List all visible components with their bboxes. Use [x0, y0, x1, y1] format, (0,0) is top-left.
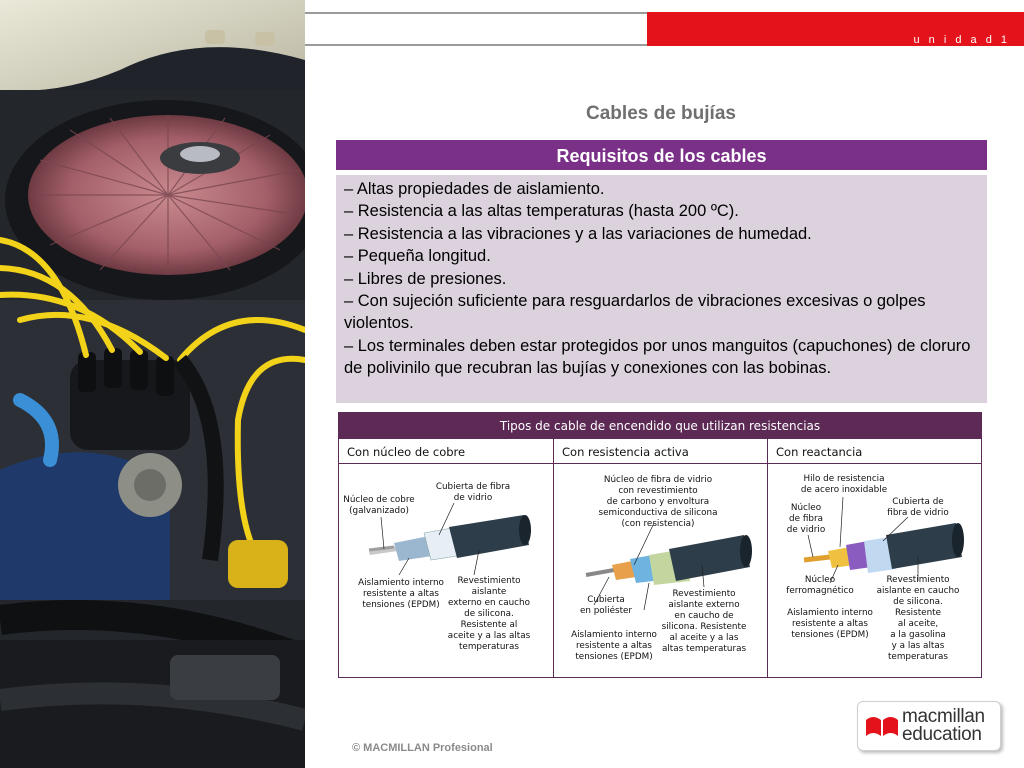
label-ferromagnetic-core: Núcleo ferromagnético: [786, 575, 854, 596]
copyright-notice: © MACMILLAN Profesional: [352, 742, 493, 754]
label-outer-sheath: Revestimiento aislante externo en caucho de silicona. Resistente al aceite y a las altas temperaturas: [447, 576, 531, 652]
header-rule-top: [305, 12, 647, 14]
label-inner-insulation: Aislamiento interno resistente a altas tensiones (EPDM): [358, 578, 444, 610]
label-glass-fiber-core: Núcleo de fibra de vidrio: [786, 503, 826, 535]
label-inner-insulation: Aislamiento interno resistente a altas tensiones (EPDM): [571, 630, 657, 662]
macmillan-logo-icon: [864, 710, 900, 742]
column-header-copper: Con núcleo de cobre: [339, 439, 553, 464]
slide-title: Cables de bujías: [586, 103, 736, 124]
requirement-item: – Altas propiedades de aislamiento.: [344, 180, 605, 198]
logo-text-macmillan: macmillan: [902, 706, 985, 727]
label-copper-core: Núcleo de cobre (galvanizado): [343, 495, 415, 516]
unit-banner: [647, 12, 1024, 46]
cable-diagram-reactance: [768, 465, 981, 677]
label-outer-sheath: Revestimiento aislante en caucho de silicona. Resistente al aceite, a la gasolina y a las altas temperaturas: [876, 575, 960, 662]
requirement-item: – Los terminales deben estar protegidos por unos manguitos (capuchones) de cloruro de polivinilo que recubran las bujías y conexiones con las bobinas.: [344, 336, 971, 378]
logo-text-education: education: [902, 724, 982, 745]
cable-diagram-copper: [339, 465, 553, 677]
requirements-list: [336, 175, 987, 403]
requirement-item: – Con sujeción suficiente para resguardarlos de vibraciones excesivas o golpes violentos.: [344, 292, 926, 333]
macmillan-logo: [857, 701, 1001, 751]
requirement-item: – Resistencia a las altas temperaturas (hasta 200 ºC).: [344, 202, 739, 221]
label-polyester-cover: Cubierta en poliéster: [579, 595, 633, 616]
cable-types-table: [338, 412, 982, 678]
requirement-item: – Resistencia a las vibraciones y a las variaciones de humedad.: [344, 224, 812, 243]
requirements-heading: Requisitos de los cables: [336, 140, 987, 170]
engine-photo: [0, 0, 305, 768]
label-steel-wire: Hilo de resistencia de acero inoxidable: [800, 474, 888, 495]
label-fiberglass-cover: Cubierta de fibra de vidrio: [435, 482, 511, 503]
cable-diagram-active-resistance: [554, 465, 767, 677]
column-header-reactance: Con reactancia: [768, 439, 981, 464]
unit-label: u n i d a d 1: [913, 34, 1010, 46]
header-rule-bottom: [305, 44, 647, 46]
label-inner-insulation: Aislamiento interno resistente a altas tensiones (EPDM): [787, 608, 873, 640]
requirement-item: – Pequeña longitud.: [344, 247, 491, 266]
label-fiberglass-cover: Cubierta de fibra de vidrio: [887, 497, 949, 518]
table-caption: Tipos de cable de encendido que utilizan resistencias: [339, 413, 981, 439]
label-glass-fiber-core: Núcleo de fibra de vidrio con revestimiento de carbono y envoltura semiconductiva de silicona (con resistencia): [598, 475, 718, 529]
requirement-item: – Libres de presiones.: [344, 269, 507, 288]
column-header-active-resistance: Con resistencia activa: [554, 439, 767, 464]
label-outer-sheath: Revestimiento aislante externo en caucho de silicona. Resistente al aceite y a las altas temperaturas: [661, 589, 747, 654]
